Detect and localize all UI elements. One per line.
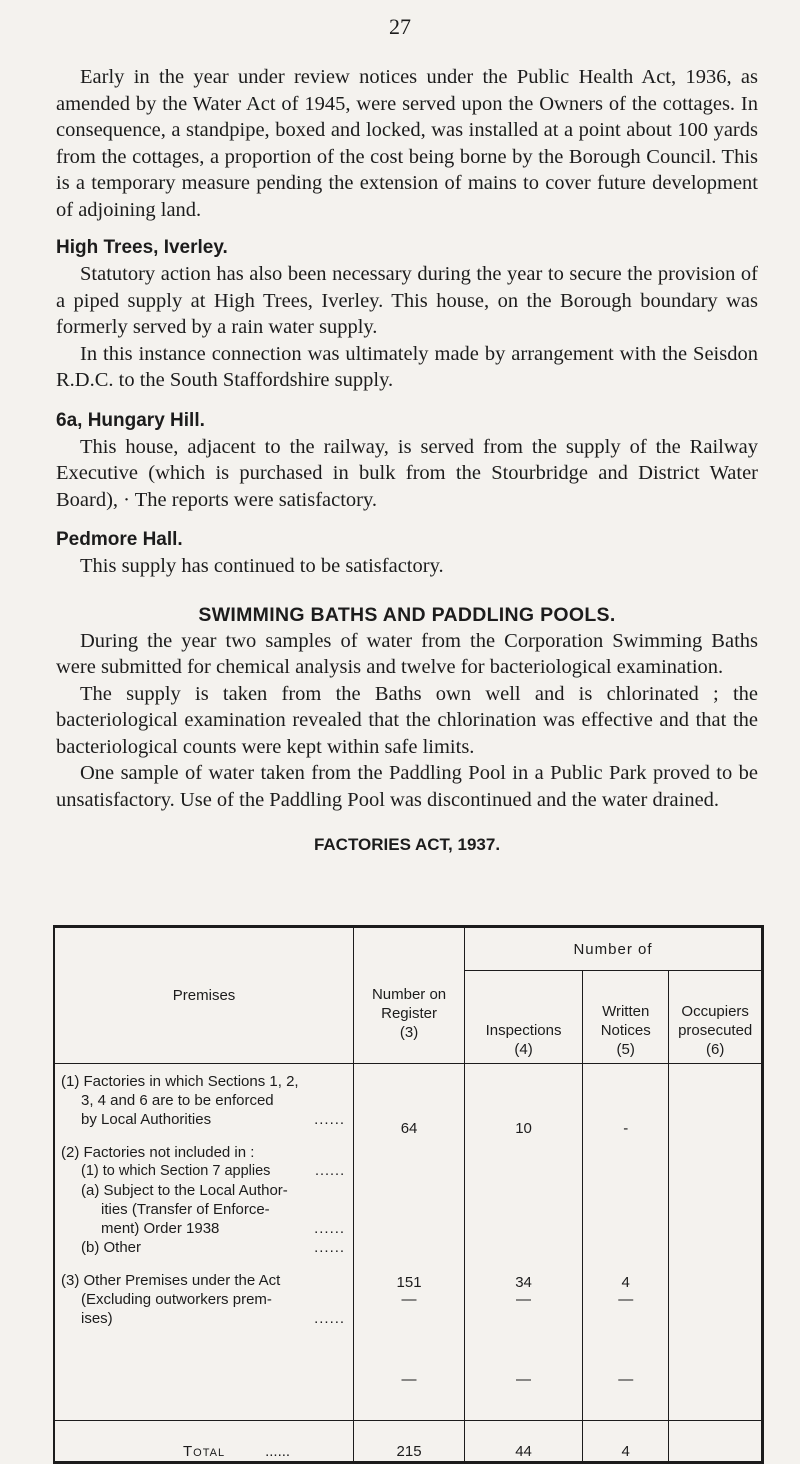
total-label-cell: Total ...... xyxy=(54,1421,354,1463)
swimming-heading: SWIMMING BATHS AND PADDLING POOLS. xyxy=(198,603,616,626)
high-trees-paragraph-1: Statutory action has also been necessary during the year to secure the provision of a piped supply at High Trees, Iverley. This house, on the Borough boundary was formerly served by a rain water supply. xyxy=(56,263,758,338)
pedmore-hall-heading: Pedmore Hall. xyxy=(56,529,183,550)
total-inspections: 44 xyxy=(464,1421,582,1463)
occupiers-cell xyxy=(669,1064,762,1421)
total-occupiers xyxy=(669,1421,762,1463)
document-body xyxy=(56,64,758,857)
register-cell: 64 151 — — xyxy=(354,1064,465,1421)
high-trees-paragraph-2: In this instance connection was ultimately made by arrangement with the Seisdon R.D.C. to the South Staffordshire supply. xyxy=(56,342,758,391)
total-notices: 4 xyxy=(583,1421,669,1463)
total-register: 215 xyxy=(354,1421,465,1463)
swimming-paragraph-3: One sample of water taken from the Paddling Pool in a Public Park proved to be unsatisfactory. Use of the Paddling Pool was discontinued and the water drained. xyxy=(56,762,758,811)
header-register: Number on Register (3) xyxy=(354,927,465,1064)
header-inspections: Inspections (4) xyxy=(464,971,582,1064)
intro-paragraph: Early in the year under review notices under the Public Health Act, 1936, as amended by the Water Act of 1945, were served upon the Owners of the cottages. In consequence, a standpipe, boxed and locked, was installed at a point about 100 yards from the cottages, a proportion of the cost being borne by the Borough Council. This is a temporary measure pending the extension of mains to cover future development of adjoining land. xyxy=(56,66,758,221)
factories-heading: FACTORIES ACT, 1937. xyxy=(313,835,501,854)
pedmore-hall-paragraph: This supply has continued to be satisfactory. xyxy=(80,555,444,577)
swimming-paragraph-2: The supply is taken from the Baths own well and is chlorinated ; the bacteriological examination revealed that the chlorination was effective and that the bacteriological counts were kept within safe limits. xyxy=(56,682,758,758)
table-row xyxy=(54,1064,763,1421)
premises-cell: (1) Factories in which Sections 1, 2, 3, 4 and 6 are to be enforced by Local Authorities ...... (2) Factories not included in : (1) to which Section 7 applies ...... (a) Subject to the Local Author- ities (Transfer of Enforce- ment) Order 1938 ...... (b) Other ...... (3) Other Premises under the Act (Excluding outworkers prem- ises) ...... xyxy=(54,1064,354,1421)
notices-cell: - 4 — — xyxy=(583,1064,669,1421)
header-number-of: Number of xyxy=(464,927,761,971)
inspections-cell: 10 34 — — xyxy=(464,1064,582,1421)
hungary-hill-paragraph: This house, adjacent to the railway, is served from the supply of the Railway Executive (which is purchased in bulk from the Stourbridge and District Water Board), · The reports were satisfactory. xyxy=(56,435,758,511)
high-trees-heading: High Trees, Iverley. xyxy=(56,237,228,258)
header-blank xyxy=(762,927,764,971)
factories-table xyxy=(53,925,764,1464)
header-premises: Premises xyxy=(54,927,354,1064)
total-row xyxy=(54,1421,763,1463)
hungary-hill-heading: 6a, Hungary Hill. xyxy=(56,409,205,431)
header-occupiers-prosecuted: Occupiers prosecuted (6) xyxy=(669,971,762,1064)
page-number: 27 xyxy=(389,14,411,39)
swimming-paragraph-1: During the year two samples of water from the Corporation Swimming Baths were submitted for chemical analysis and twelve for bacteriological examination. xyxy=(56,629,758,678)
header-written-notices: Written Notices (5) xyxy=(583,971,669,1064)
